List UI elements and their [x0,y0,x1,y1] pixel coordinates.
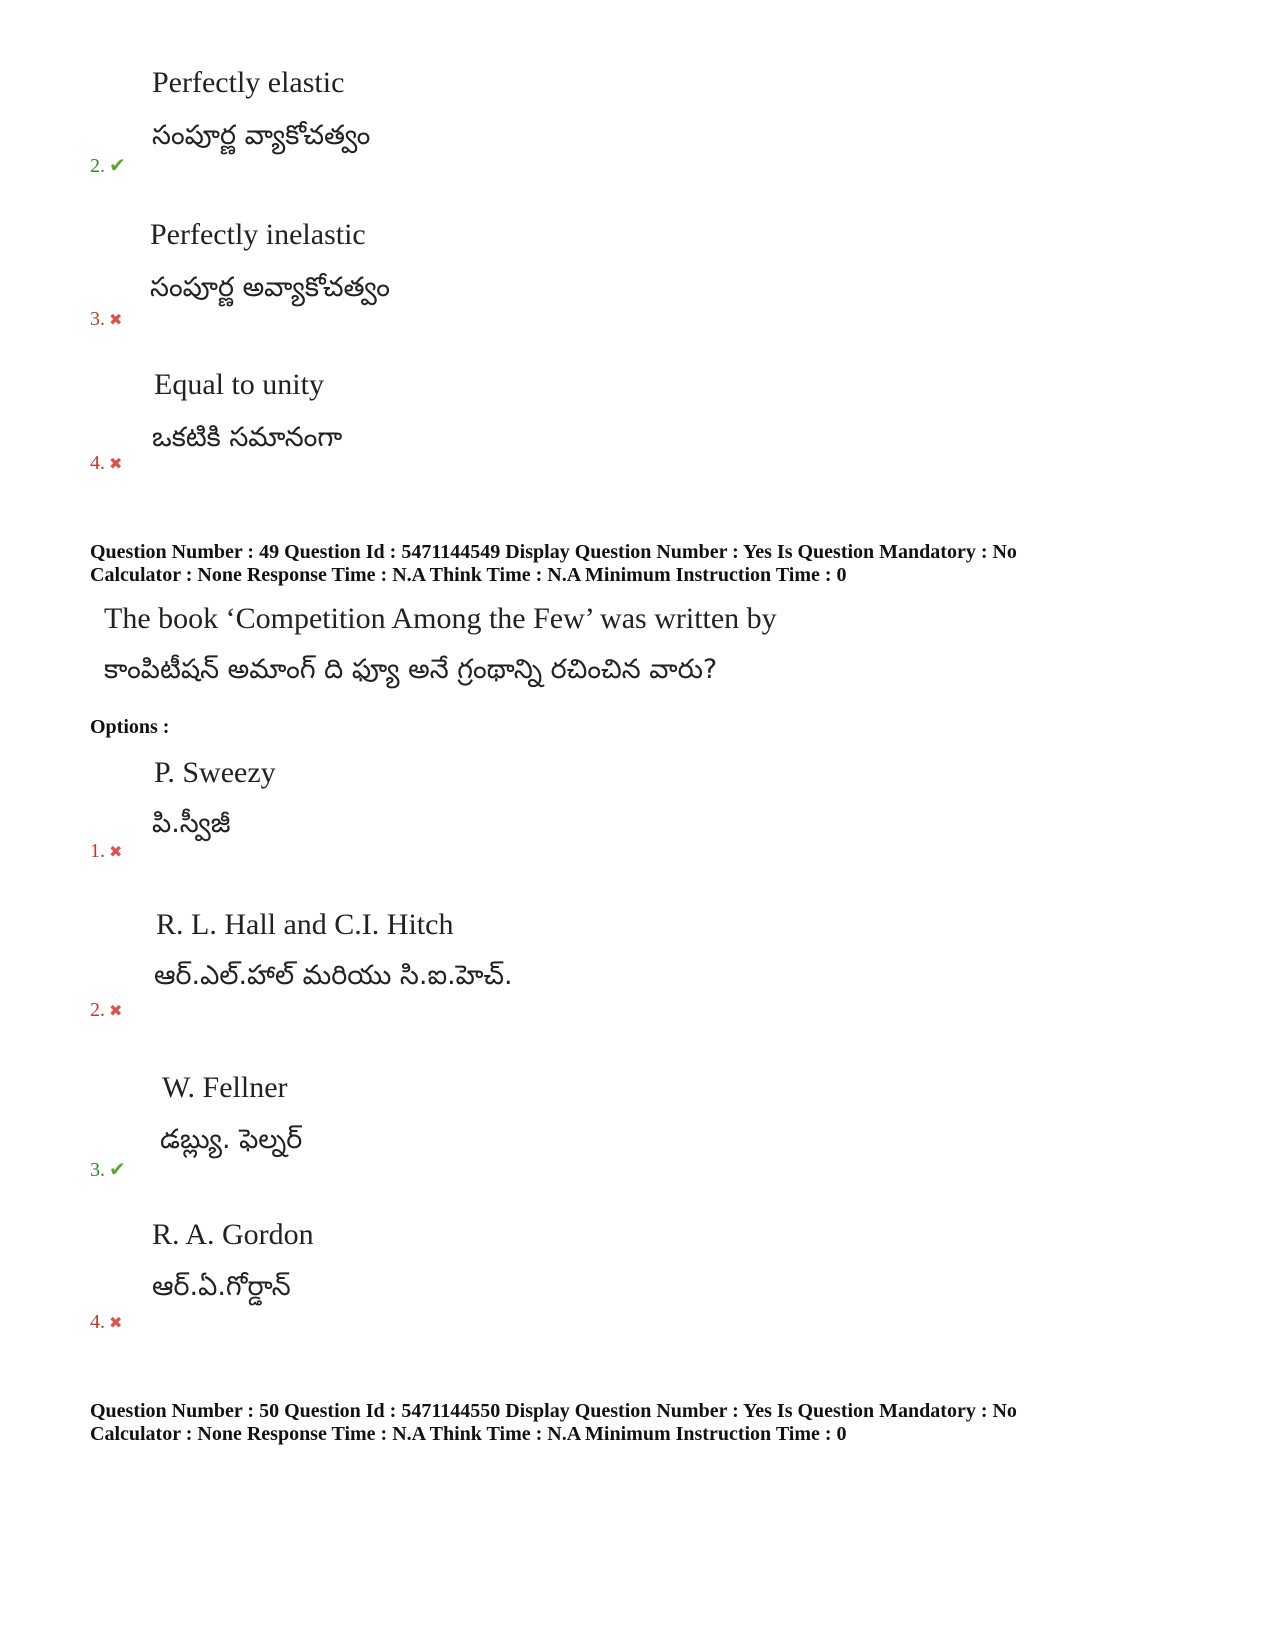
check-icon: ✔ [109,155,126,177]
option-number: 3. ✔ [90,1159,126,1181]
cross-icon: ✖ [109,1003,123,1020]
option-number: 1. ✖ [90,840,123,862]
cross-icon: ✖ [109,456,123,473]
option-number: 4. ✖ [90,1311,123,1333]
option-text-en: P. Sweezy [154,756,276,789]
question-meta: Question Number : 50 Question Id : 5471144550 Display Question Number : Yes Is Question Mandatory : No [90,1400,1017,1422]
option-number: 4. ✖ [90,452,123,474]
option-text-en: Perfectly elastic [152,66,345,99]
option-text-te: ఆర్.ఎల్.హాల్ మరియు సి.ఐ.హెచ్. [154,960,513,991]
option-text-te: సంపూర్ణ అవ్యాకోచత్వం [150,272,390,303]
option-text-te: ఆర్.ఏ.గోర్డాన్ [152,1271,291,1302]
option-text-te: సంపూర్ణ వ్యాకోచత్వం [152,120,371,151]
option-text-en: Equal to unity [154,368,324,401]
options-label: Options : [90,716,170,738]
option-text-en: R. L. Hall and C.I. Hitch [156,908,454,941]
option-number: 2. ✔ [90,155,126,177]
check-icon: ✔ [109,1159,126,1181]
option-number: 3. ✖ [90,308,123,330]
option-text-en: Perfectly inelastic [150,218,366,251]
option-text-te: పి.స్వీజీ [152,808,231,839]
question-meta: Question Number : 49 Question Id : 5471144549 Display Question Number : Yes Is Question Mandatory : No [90,541,1017,563]
option-text-en: W. Fellner [162,1071,288,1104]
option-text-en: R. A. Gordon [152,1218,314,1251]
cross-icon: ✖ [109,1315,123,1332]
option-text-te: ఒకటికి సమానంగా [152,422,343,453]
question-text-te: కాంపిటీషన్ అమాంగ్ ది ఫ్యూ అనే గ్రంథాన్ని రచించిన వారు? [104,654,718,685]
cross-icon: ✖ [109,312,123,329]
option-text-te: డబ్ల్యు. ఫెల్నర్ [160,1124,303,1155]
question-text-en: The book ‘Competition Among the Few’ was written by [104,602,777,635]
cross-icon: ✖ [109,844,123,861]
question-meta: Calculator : None Response Time : N.A Think Time : N.A Minimum Instruction Time : 0 [90,1423,847,1445]
option-number: 2. ✖ [90,999,123,1021]
question-meta: Calculator : None Response Time : N.A Think Time : N.A Minimum Instruction Time : 0 [90,564,847,586]
